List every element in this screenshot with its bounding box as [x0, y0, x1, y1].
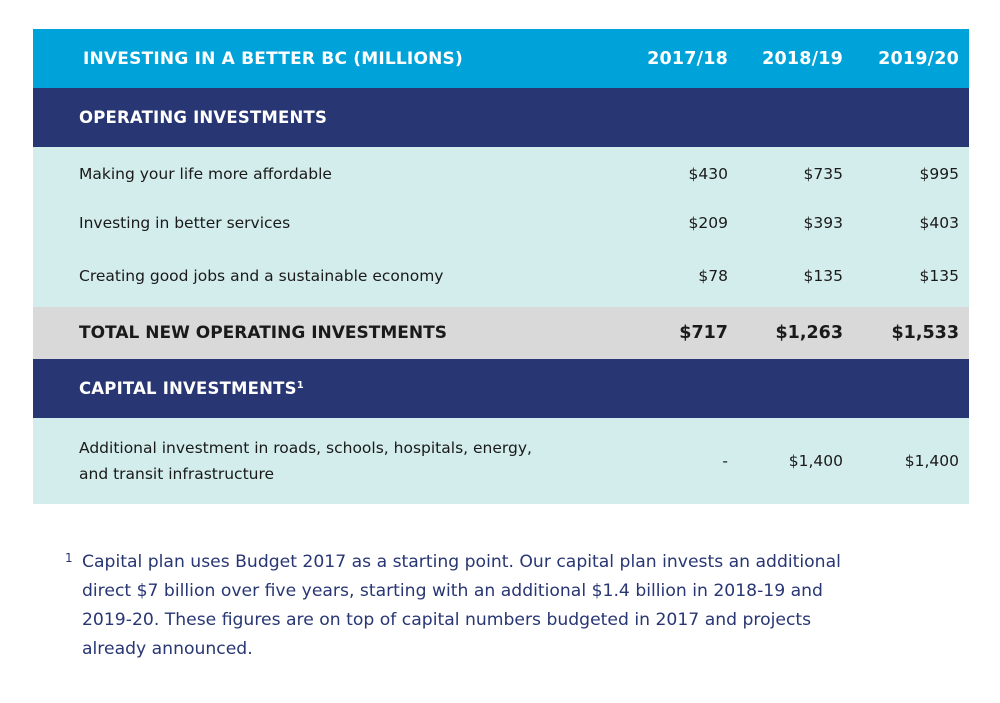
table-title: INVESTING IN A BETTER BC (MILLIONS) — [83, 48, 463, 69]
operating-rows — [33, 147, 969, 307]
row-value-2019-20: $403 — [919, 214, 959, 232]
footnote-line: 2019-20. These figures are on top of capital numbers budgeted in 2017 and projects — [82, 610, 812, 630]
operating-heading: OPERATING INVESTMENTS — [79, 108, 328, 127]
row-label-line-1: Additional investment in roads, schools, hospitals, energy, — [79, 439, 532, 457]
operating-section-header — [33, 88, 969, 147]
total-value-2018-19: $1,263 — [775, 323, 843, 343]
footnote-marker: 1 — [65, 551, 73, 565]
row-label-line-2: and transit infrastructure — [79, 465, 275, 483]
row-value-2019-20: $1,400 — [904, 452, 959, 470]
footnote-line: Capital plan uses Budget 2017 as a starting point. Our capital plan invests an additional — [82, 552, 841, 572]
footnote-text — [66, 548, 981, 664]
row-value-2019-20: $995 — [919, 165, 959, 183]
row-value-2017-18: $430 — [688, 165, 728, 183]
total-value-2019-20: $1,533 — [891, 323, 959, 343]
row-value-2018-19: $1,400 — [788, 452, 843, 470]
capital-section-header — [33, 359, 969, 418]
row-label — [79, 435, 639, 487]
capital-footnote-marker: 1 — [296, 380, 304, 391]
total-label: TOTAL NEW OPERATING INVESTMENTS — [79, 323, 447, 343]
row-value-2018-19: $735 — [803, 165, 843, 183]
table-row — [33, 245, 969, 307]
row-value-2017-18: $209 — [688, 214, 728, 232]
footnote-line: direct $7 billion over five years, starting with an additional $1.4 billion in 2018-19 and — [82, 581, 823, 601]
table-row — [33, 201, 969, 245]
row-label: Creating good jobs and a sustainable economy — [79, 267, 444, 285]
row-value-2017-18: $78 — [698, 267, 728, 285]
footnote-line: already announced. — [82, 639, 253, 659]
investment-table — [33, 29, 969, 504]
capital-heading: CAPITAL INVESTMENTS — [79, 379, 297, 398]
year-header-2017-18: 2017/18 — [647, 48, 728, 69]
row-label: Investing in better services — [79, 214, 291, 232]
row-value-2018-19: $393 — [803, 214, 843, 232]
footnote — [66, 548, 981, 664]
total-value-2017-18: $717 — [679, 323, 728, 343]
table-row — [33, 147, 969, 201]
row-label: Making your life more affordable — [79, 165, 332, 183]
table-row — [33, 418, 969, 504]
row-value-2017-18: - — [722, 452, 728, 470]
capital-heading-wrap — [79, 379, 304, 398]
year-header-2019-20: 2019/20 — [878, 48, 959, 69]
total-row — [33, 307, 969, 359]
row-value-2018-19: $135 — [803, 267, 843, 285]
row-value-2019-20: $135 — [919, 267, 959, 285]
table-title-bar — [33, 29, 969, 88]
year-header-2018-19: 2018/19 — [762, 48, 843, 69]
